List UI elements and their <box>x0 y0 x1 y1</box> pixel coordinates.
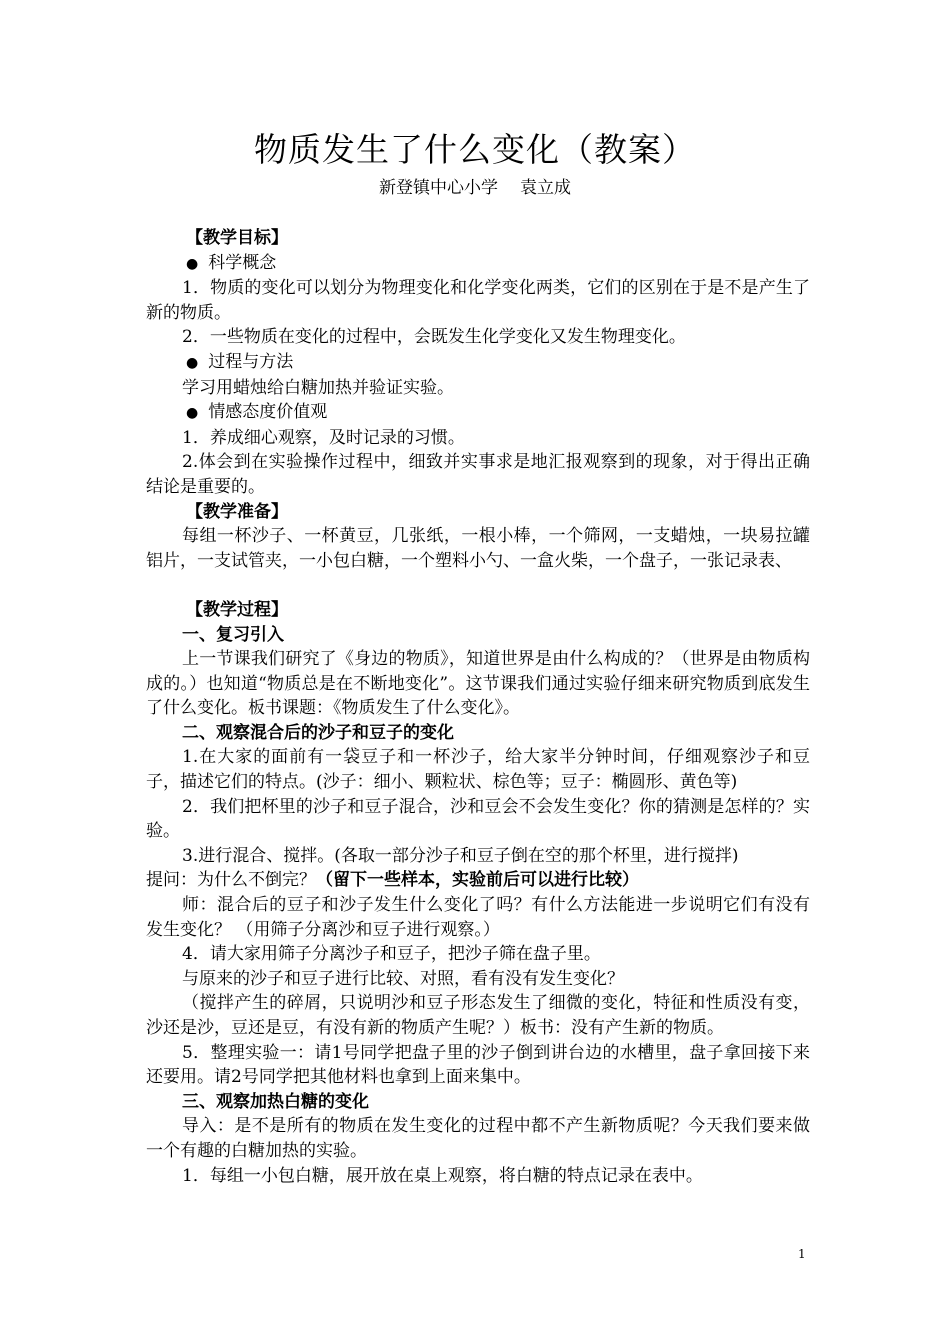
section-2-paragraph-3: 3.进行混合、搅拌。(各取一部分沙子和豆子倒在空的那个杯里，进行搅拌) <box>182 845 739 866</box>
document-title: 物质发生了什么变化（教案） <box>254 130 696 169</box>
objective-attitude-1: 1．养成细心观察，及时记录的习惯。 <box>182 427 465 448</box>
section-2-question <box>146 868 810 893</box>
section-2-paragraph-1: 1.在大家的面前有一袋豆子和一杯沙子，给大家半分钟时间，仔细观察沙子和豆子，描述它们的特点。(沙子：细小、颗粒状、棕色等；豆子：椭圆形、黄色等) <box>146 747 810 793</box>
bullet-process-method <box>146 350 810 376</box>
preparation-heading: 【教学准备】 <box>186 501 288 522</box>
bullet-label: 过程与方法 <box>208 351 294 372</box>
objective-concept-1: 1．物质的变化可以划分为物理变化和化学变化两类，它们的区别在于是不是产生了新的物质。 <box>146 278 810 323</box>
section-3-title: 三、观察加热白糖的变化 <box>182 1091 369 1112</box>
section-2-paragraph-7: （搅拌产生的碎屑，只说明沙和豆子形态发生了细微的变化，特征和性质没有变，沙还是沙，豆还是豆，有没有新的物质产生呢？）板书：没有产生新的物质。 <box>146 993 810 1038</box>
section-2-paragraph-4: 师：混合后的豆子和沙子发生什么变化了吗？有什么方法能进一步说明它们有没有发生变化？ （用筛子分离沙和豆子进行观察。） <box>146 895 810 940</box>
document-body <box>146 226 810 1188</box>
author-line <box>0 176 950 200</box>
bullet-dot-icon: ● <box>186 405 199 422</box>
section-3-paragraph-1: 导入：是不是所有的物质在发生变化的过程中都不产生新物质呢？今天我们要来做一个有趣的白糖加热的实验。 <box>146 1116 810 1161</box>
author-name: 袁立成 <box>520 178 571 198</box>
section-3-paragraph-2: 1．每组一小包白糖，展开放在桌上观察，将白糖的特点记录在表中。 <box>182 1165 703 1186</box>
section-2-paragraph-2: 2．我们把杯里的沙子和豆子混合，沙和豆会不会发生变化？你的猜测是怎样的？实验。 <box>146 796 810 842</box>
spacer <box>146 573 810 598</box>
section-2-paragraph-5: 4．请大家用筛子分离沙子和豆子，把沙子筛在盘子里。 <box>182 944 601 965</box>
bullet-attitude-values <box>146 400 810 426</box>
bullet-dot-icon: ● <box>186 354 199 371</box>
objective-concept-2: 2．一些物质在变化的过程中，会既发生化学变化又发生物理变化。 <box>182 327 686 348</box>
section-2-paragraph-6: 与原来的沙子和豆子进行比较、对照，看有没有发生变化？ <box>182 968 624 989</box>
objectives-heading: 【教学目标】 <box>186 228 288 248</box>
section-2-paragraph-8: 5．整理实验一：请1号同学把盘子里的沙子倒到讲台边的水槽里，盘子拿回接下来还要用。请2号同学把其他材料也拿到上面来集中。 <box>146 1042 810 1088</box>
section-2-title: 二、观察混合后的沙子和豆子的变化 <box>182 722 454 743</box>
objective-attitude-2: 2.体会到在实验操作过程中，细致并实事求是地汇报观察到的现象，对于得出正确结论是重要的。 <box>146 452 810 497</box>
page-number: 1 <box>798 1247 806 1261</box>
question-note: （留下一些样本，实验前后可以进行比较） <box>316 870 639 891</box>
bullet-dot-icon: ● <box>186 255 199 272</box>
process-heading: 【教学过程】 <box>186 599 288 620</box>
bullet-label: 科学概念 <box>208 252 277 273</box>
bullet-science-concept <box>146 251 810 277</box>
objective-method-1: 学习用蜡烛给白糖加热并验证实验。 <box>182 377 454 398</box>
question-text: 提问：为什么不倒完？ <box>146 870 316 891</box>
section-1-title: 一、复习引入 <box>182 624 284 645</box>
school-name: 新登镇中心小学 <box>379 178 498 198</box>
section-1-text: 上一节课我们研究了《身边的物质》，知道世界是由什么构成的？（世界是由物质构成的。）也知道“物质总是在不断地变化”。这节课我们通过实验仔细来研究物质到底发生了什么变化。板书课题：《物质发生了什么变化》。 <box>146 649 810 719</box>
preparation-text: 每组一杯沙子、一杯黄豆，几张纸，一根小棒，一个筛网，一支蜡烛，一块易拉罐铝片，一支试管夹，一小包白糖，一个塑料小勺、一盒火柴，一个盘子，一张记录表、 <box>146 526 810 571</box>
bullet-label: 情感态度价值观 <box>208 402 328 423</box>
